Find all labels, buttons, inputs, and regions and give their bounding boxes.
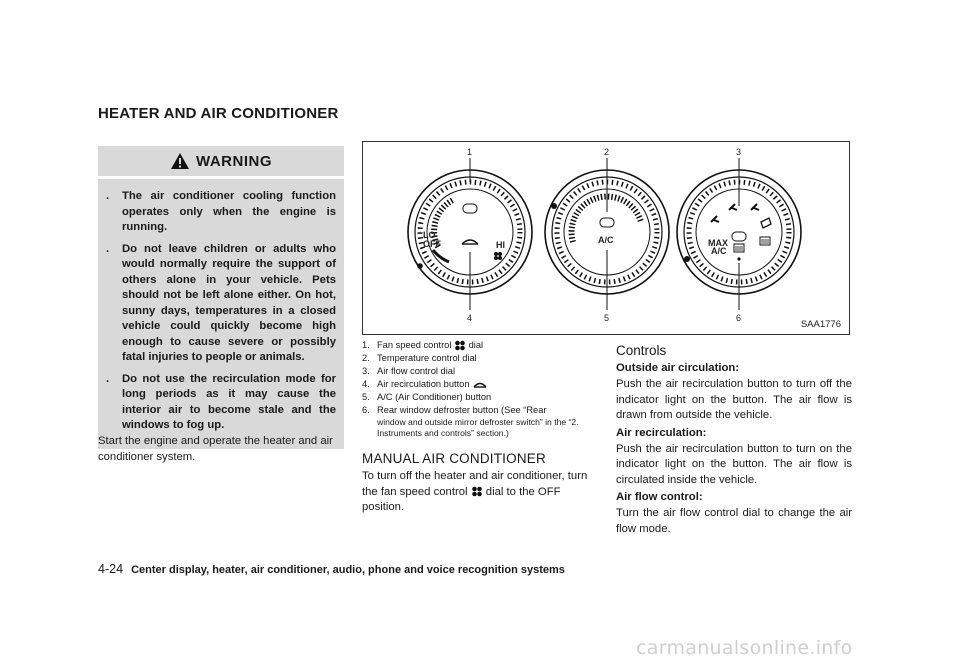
- page-footer: [98, 562, 565, 576]
- warning-list: [98, 189, 344, 434]
- warning-header: [98, 146, 344, 179]
- warning-item: [106, 242, 336, 366]
- callout-4: 4: [467, 313, 473, 323]
- recirculation-icon: [472, 380, 488, 390]
- legend-text: Air recirculation button: [377, 379, 470, 389]
- warning-item-text: The air conditioner cooling function operates only when the engine is running.: [122, 190, 336, 233]
- section-title: HEATER AND AIR CONDITIONER: [98, 105, 339, 122]
- figure-legend: [362, 339, 602, 439]
- warning-title: WARNING: [196, 152, 272, 170]
- control-panel-figure: [362, 141, 850, 335]
- legend-item: [362, 339, 602, 352]
- warning-icon: [170, 152, 190, 170]
- outside-air-heading: Outside air circulation:: [616, 362, 740, 374]
- warning-item: [106, 372, 336, 434]
- figure-id: SAA1776: [800, 319, 841, 330]
- legend-note: window and outside mirror defroster switch” in the “2. Instruments and controls” section.): [377, 417, 579, 438]
- recirculation-text: Push the air recirculation button to turn on the indicator light on the button. The air flow is circulated inside the vehicle.: [616, 442, 852, 486]
- controls-section: [616, 343, 852, 538]
- legend-text: Fan speed control: [377, 340, 452, 350]
- outside-air-text: Push the air recirculation button to turn off the indicator light on the button. The air flow is drawn from outside the vehicle.: [616, 378, 852, 421]
- bullet: .: [106, 372, 110, 385]
- page-number: 4-24: [98, 562, 124, 576]
- intro-paragraph: Start the engine and operate the heater and air conditioner system.: [98, 435, 333, 463]
- control-panel-diagram: [363, 142, 849, 334]
- dial3-ac-label: A/C: [711, 246, 727, 256]
- recirculation-heading: Air recirculation:: [616, 426, 707, 439]
- fan-icon: [454, 340, 466, 351]
- legend-item: [362, 365, 602, 378]
- legend-text-suffix: dial: [468, 340, 484, 350]
- dial1-lo-label: LO: [423, 230, 436, 240]
- manual-ac-heading: MANUAL AIR CONDITIONER: [362, 451, 546, 466]
- air-flow-text: Turn the air flow control dial to change the air flow mode.: [616, 507, 852, 535]
- warning-item: [106, 189, 336, 236]
- legend-item: [362, 391, 602, 404]
- legend-text: Rear window defroster button (See “Rear: [377, 405, 547, 415]
- legend-item: [362, 404, 602, 439]
- fan-icon: [471, 486, 483, 497]
- warning-item-text: Do not leave children or adults who would normally require the support of others alone in your vehicle. Pets should not be left alone either. On hot, sunny days, temperatures in a closed vehicle could quickly become high enough to cause severe or possibly fatal injuries to people or animals.: [122, 242, 336, 363]
- legend-item: [362, 352, 602, 365]
- bullet: .: [106, 242, 110, 255]
- legend-number: 1.: [362, 340, 370, 350]
- legend-number: 5.: [362, 392, 370, 402]
- warning-box: [98, 146, 344, 449]
- callout-1: 1: [467, 147, 473, 157]
- dial2-ac-label: A/C: [598, 235, 614, 245]
- dial1-hi-label: HI: [496, 240, 505, 250]
- dial3-max-label: MAX: [708, 238, 728, 248]
- manual-text: To turn off the heater and air conditioner, turn the fan speed control: [362, 470, 588, 498]
- callout-5: 5: [604, 313, 610, 323]
- air-flow-heading: Air flow control:: [616, 491, 703, 503]
- legend-text: Temperature control dial: [377, 353, 477, 363]
- controls-heading: Controls: [616, 343, 667, 358]
- chapter-title: Center display, heater, air conditioner, audio, phone and voice recognition systems: [131, 564, 565, 576]
- legend-item: [362, 378, 602, 391]
- legend-number: 6.: [362, 405, 370, 415]
- manual-ac-paragraph: [362, 469, 602, 516]
- callout-3: 3: [736, 147, 742, 157]
- warning-item-text: Do not use the recirculation mode for long periods as it may cause the interior air to become stale and the windows to fog up.: [122, 372, 336, 431]
- callout-2: 2: [604, 147, 610, 157]
- callout-6: 6: [736, 313, 742, 323]
- legend-number: 2.: [362, 353, 370, 363]
- watermark: carmanualsonline.info: [636, 637, 853, 659]
- legend-number: 4.: [362, 379, 370, 389]
- legend-text: A/C (Air Conditioner) button: [377, 392, 492, 402]
- dial1-off-label: OFF: [423, 239, 441, 249]
- manual-text-suffix: dial to the OFF position.: [362, 485, 561, 513]
- bullet: .: [106, 190, 110, 202]
- legend-text: Air flow control dial: [377, 366, 456, 376]
- legend-number: 3.: [362, 366, 370, 376]
